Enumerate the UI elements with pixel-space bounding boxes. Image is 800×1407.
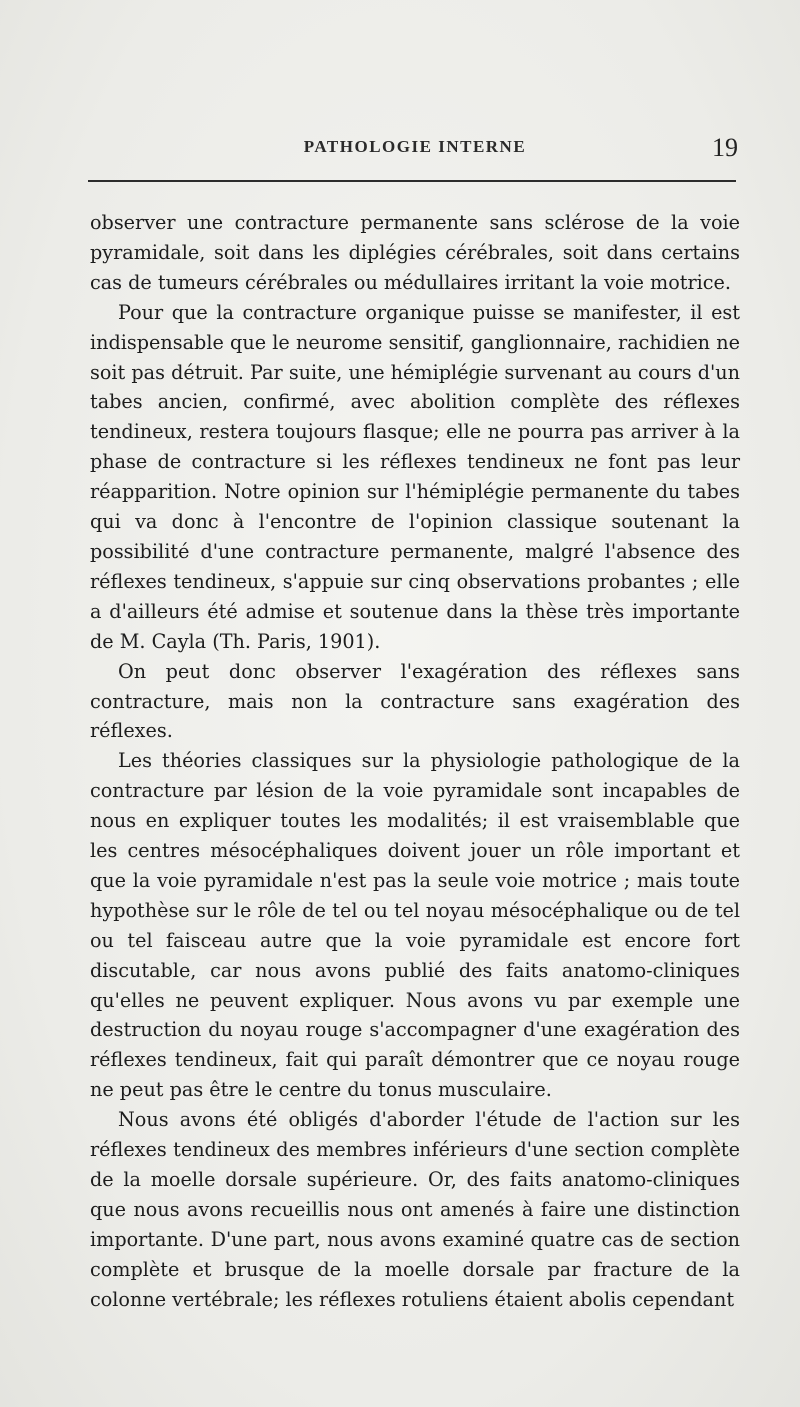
header-rule: [88, 180, 736, 182]
paragraph-1: observer une contracture permanente sans sclérose de la voie pyramidale, soit dans les diplégies cérébrales, soit dans certains cas de tumeurs cérébrales ou médullaires irritant la voie motrice.: [90, 211, 740, 294]
paragraph-4: Les théories classiques sur la physiologie pathologique de la contracture par lésion de la voie pyramidale sont incapables de nous en expliquer toutes les modalités; il est vraisemblable que les centres mésocéphaliques doivent jouer un rôle important et que la voie pyramidale n'est pas la seule voie motrice ; mais toute hypothèse sur le rôle de tel ou tel noyau mésocéphalique ou de tel ou tel faisceau autre que la voie pyramidale est encore fort discutable, car nous avons publié des faits anatomo-cliniques qu'elles ne peuvent expliquer. Nous avons vu par exemple une destruction du noyau rouge s'accompagner d'une exagération des réflexes tendineux, fait qui paraît démontrer que ce noyau rouge ne peut pas être le centre du tonus musculaire.: [90, 749, 740, 1102]
paragraph-3: On peut donc observer l'exagération des réflexes sans contracture, mais non la contracture sans exagération des réflexes.: [90, 659, 740, 743]
running-title: PATHOLOGIE INTERNE: [303, 137, 527, 156]
paragraph-2: Pour que la contracture organique puisse se manifester, il est indispensable que le neurome sensitif, ganglionnaire, rachidien ne soit pas détruit. Par suite, une hémiplégie survenant au cours d'un tabes ancien, confirmé, avec abolition complète des réflexes tendineux, restera toujours flasque; elle ne pourra pas arriver à la phase de contracture si les réflexes tendineux ne font pas leur réapparition. Notre opinion sur l'hémiplégie permanente du tabes qui va donc à l'encontre de l'opinion classique soutenant la possibilité d'une contracture permanente, malgré l'absence des réflexes tendineux, s'appuie sur cinq observations probantes ; elle a d'ailleurs été admise et soutenue dans la thèse très importante de M. Cayla (Th. Paris, 1901).: [90, 300, 740, 653]
page-header: [90, 133, 740, 173]
paragraph-5: Nous avons été obligés d'aborder l'étude de l'action sur les réflexes tendineux des membres inférieurs d'une section complète de la moelle dorsale supérieure. Or, des faits anatomo-cliniques que nous avons recueillis nous ont amenés à faire une distinction importante. D'une part, nous avons examiné quatre cas de section complète et brusque de la moelle dorsale par fracture de la colonne vertébrale; les réflexes rotuliens étaient abolis cependant: [90, 1108, 740, 1311]
page-number: 19: [712, 133, 738, 162]
body-text: [90, 208, 740, 1315]
